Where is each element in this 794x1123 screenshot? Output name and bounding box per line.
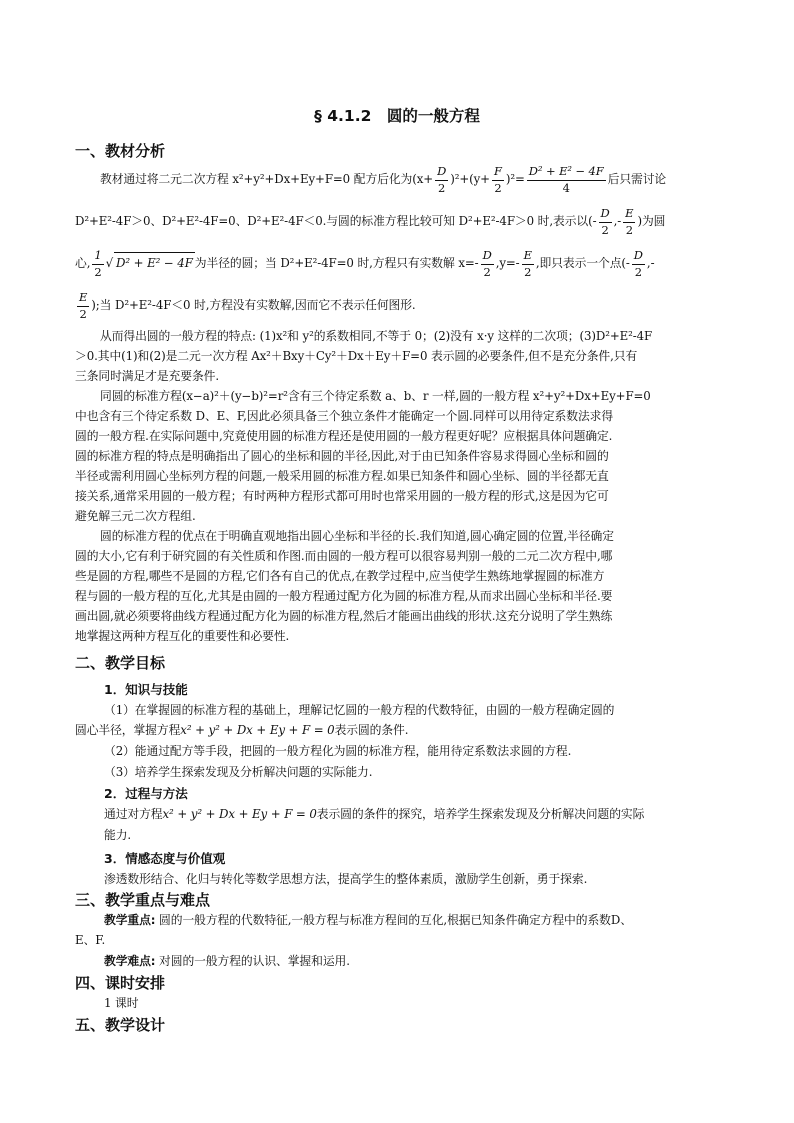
section-heading-3: 三、教学重点与难点 [75,891,211,909]
fraction-denominator: 2 [94,264,102,279]
text-segment: 对圆的一般方程的认识、掌握和运用. [155,954,350,968]
equation: x² + y² + Dx + Ey + F = 0 [162,807,317,821]
section-heading-5: 五、教学设计 [75,1016,166,1034]
paragraph-line: 接关系,通常采用圆的一般方程；有时两种方程形式都可用时也常采用圆的一般方程的形式,这是因为它可 [75,489,609,503]
paragraph-line: （2）能通过配方等手段，把圆的一般方程化为圆的标准方程，能用待定系数法求圆的方程. [104,744,572,758]
fraction-denominator: 2 [625,222,633,237]
fraction-numerator: 1 [92,250,103,265]
paragraph-line [100,166,666,194]
paragraph-line: 圆的标准方程的特点是明确指出了圆心的坐标和圆的半径,因此,对于由已知条件容易求得圆心坐标和圆的 [75,449,609,463]
fraction-denominator: 2 [79,306,87,321]
paragraph-line [75,250,654,278]
text-segment: 心, [75,256,91,270]
text-segment: 教材通过将二元二次方程 x²+y²+Dx+Ey+F=0 配方后化为(x+ [100,172,434,186]
paragraph-line: 同圆的标准方程(x−a)²＋(y−b)²=r²含有三个待定系数 a、b、r 一样,圆的一般方程 x²+y²+Dx+Ey+F=0 [100,389,651,403]
paragraph-line [104,804,644,824]
subheading: 2．过程与方法 [104,786,188,801]
paragraph-line: 中也含有三个待定系数 D、E、F,因此必须具备三个独立条件才能确定一个圆.同样可以用待定系数法求得 [75,409,614,423]
paragraph-line: 三条同时满足才是充要条件. [75,369,220,383]
fraction-denominator: 2 [601,222,609,237]
paragraph-line: 程与圆的一般方程的互化,尤其是由圆的一般方程通过配方化为圆的标准方程,从而求出圆心坐标和半径.要 [75,589,613,603]
fraction-numerator: E [77,292,89,307]
fraction-numerator: D [599,208,612,223]
paragraph-line: （3）培养学生探索发现及分析解决问题的实际能力. [104,765,373,779]
paragraph-line: ＞0.其中(1)和(2)是二元一次方程 Ax²＋Bxy＋Cy²＋Dx＋Ey＋F=0 表示圆的必要条件,但不是充分条件,只有 [75,349,638,363]
fraction-denominator: 2 [494,180,502,195]
section-heading-1: 一、教材分析 [75,142,166,160]
text-segment: )²+(y+ [450,172,490,186]
text-segment: ,- [646,256,655,270]
fraction [492,166,504,194]
fraction-numerator: D [481,250,494,265]
fraction [92,250,103,278]
paragraph-line [75,292,416,320]
paragraph-line: 避免解三元二次方程组. [75,509,196,523]
sqrt-symbol: √ [105,256,113,270]
fraction-denominator: 4 [562,180,570,195]
paragraph-line: 能力. [104,828,132,842]
fraction [77,292,89,320]
paragraph-line: 1 课时 [104,996,139,1010]
paragraph-line: 画出圆,就必须要将曲线方程通过配方化为圆的标准方程,然后才能画出曲线的形状.这充分说明了学生熟练 [75,609,613,623]
paragraph-line [75,208,665,236]
text-segment: )为圆 [637,214,666,228]
fraction-denominator: 2 [524,264,532,279]
text-segment: )²= [505,172,525,186]
text-segment: 通过对方程 [104,807,163,821]
fraction-numerator: D [435,166,448,181]
fraction-numerator: E [623,208,635,223]
fraction [481,250,494,278]
text-segment: ,- [613,214,622,228]
fraction [623,208,635,236]
text-segment: 表示圆的条件. [334,723,409,737]
equation: x² + y² + Dx + Ey + F = 0 [180,723,335,737]
fraction-numerator: F [492,166,504,181]
text-segment: 圆心半径，掌握方程 [75,723,181,737]
text-segment: 为半径的圆；当 D²+E²-4F=0 时,方程只有实数解 x=- [194,256,479,270]
paragraph-line: 半径或需利用圆心坐标列方程的问题,一般采用圆的标准方程.如果已知条件和圆心坐标、圆的半径都无直 [75,469,609,483]
paragraph-line: 些是圆的方程,哪些不是圆的方程,它们各有自己的优点,在教学过程中,应当使学生熟练地掌握圆的标准方 [75,569,605,583]
paragraph-line: 圆的大小,它有利于研究圆的有关性质和作图.而由圆的一般方程可以很容易判别一般的二元二次方程中,哪 [75,549,613,563]
paragraph-line [75,720,408,740]
fraction [632,250,645,278]
paragraph-line: 圆的标准方程的优点在于明确直观地指出圆心坐标和半径的长.我们知道,圆心确定圆的位置,半径确定 [100,529,614,543]
paragraph-line: （1）在掌握圆的标准方程的基础上，理解记忆圆的一般方程的代数特征，由圆的一般方程确定圆的 [104,703,615,717]
text-segment: ,y=- [495,256,520,270]
sqrt-radicand: D² + E² − 4F [114,252,195,273]
fraction [522,250,534,278]
paragraph-line: 渗透数形结合、化归与转化等数学思想方法，提高学生的整体素质，激励学生创新，勇于探索. [104,872,588,886]
text-segment: );当 D²+E²-4F＜0 时,方程没有实数解,因而它不表示任何图形. [91,298,416,312]
paragraph-line [104,910,632,930]
key-point-label: 教学重点: [104,913,156,927]
text-segment: ,即只表示一个点(- [535,256,630,270]
section-heading-2: 二、教学目标 [75,654,166,672]
fraction-numerator: D² + E² − 4F [527,166,606,181]
text-segment: D²+E²-4F＞0、D²+E²-4F=0、D²+E²-4F＜0.与圆的标准方程比较可知 D²+E²-4F＞0 时,表示以(- [75,214,597,228]
text-segment: 后只需讨论 [607,172,667,186]
fraction-denominator: 2 [483,264,491,279]
subheading: 3．情感态度与价值观 [104,851,226,866]
paragraph-line: E、F. [75,933,106,947]
fraction [527,166,606,194]
subheading: 1．知识与技能 [104,682,188,697]
text-segment: 表示圆的条件的探究，培养学生探索发现及分析解决问题的实际 [316,807,645,821]
text-segment: 圆的一般方程的代数特征,一般方程与标准方程间的互化,根据已知条件确定方程中的系数D、 [155,913,632,927]
fraction-numerator: D [632,250,645,265]
fraction-numerator: E [522,250,534,265]
paragraph-line [104,951,350,971]
section-heading-4: 四、课时安排 [75,974,166,992]
fraction [599,208,612,236]
page-title: § 4.1.2 圆的一般方程 [314,107,480,125]
fraction-denominator: 2 [438,180,446,195]
paragraph-line: 圆的一般方程.在实际问题中,究竟使用圆的标准方程还是使用圆的一般方程更好呢？应根据具体问题确定. [75,429,613,443]
fraction [435,166,448,194]
difficulty-label: 教学难点: [104,954,156,968]
paragraph-line: 从而得出圆的一般方程的特点: (1)x²和 y²的系数相同,不等于 0；(2)没有 x·y 这样的二次项；(3)D²+E²-4F [100,329,653,343]
paragraph-line: 地掌握这两种方程互化的重要性和必要性. [75,629,290,643]
fraction-denominator: 2 [634,264,642,279]
